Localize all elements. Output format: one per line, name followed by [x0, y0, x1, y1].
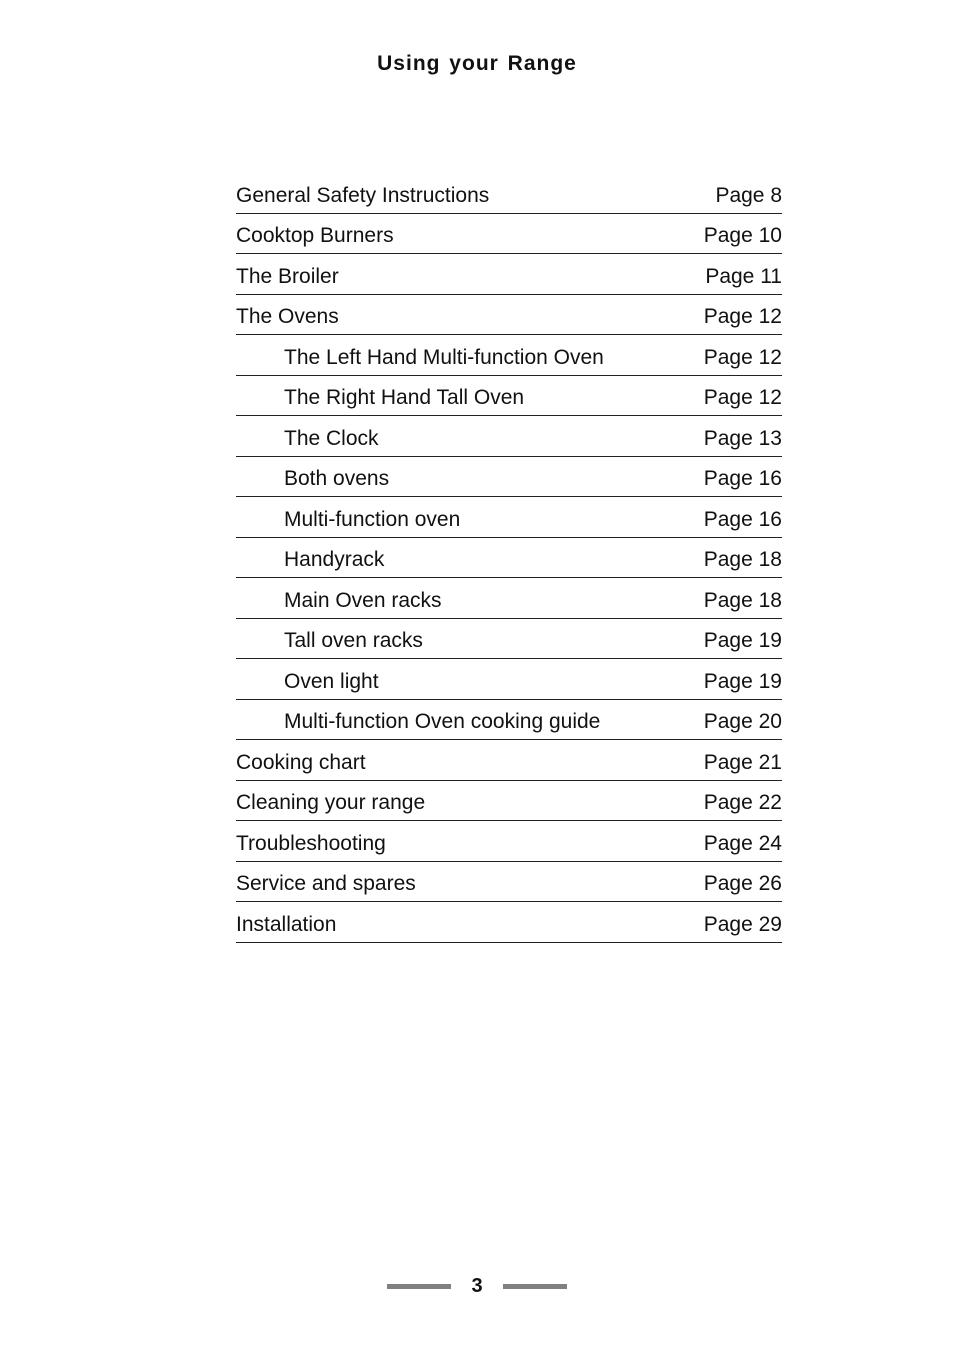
toc-entry-page: Page 13 — [703, 426, 782, 450]
toc-entry — [236, 417, 782, 457]
footer-right-bar — [503, 1284, 567, 1289]
toc-entry-page: Page 19 — [703, 669, 782, 693]
toc-entry — [236, 782, 782, 822]
toc-entry-label: Tall oven racks — [284, 629, 423, 652]
toc-entry — [236, 579, 782, 619]
toc-entry-page: Page 16 — [703, 507, 782, 531]
toc-entry-page: Page 24 — [703, 831, 782, 855]
table-of-contents — [236, 174, 782, 944]
toc-entry — [236, 215, 782, 255]
toc-entry — [236, 174, 782, 214]
toc-entry-page: Page 29 — [703, 912, 782, 936]
toc-entry — [236, 458, 782, 498]
toc-entry-label: The Broiler — [236, 264, 339, 288]
toc-entry-page: Page 18 — [703, 548, 782, 571]
toc-entry-page: Page 20 — [703, 710, 782, 733]
toc-entry — [236, 336, 782, 376]
toc-entry-page: Page 12 — [703, 305, 782, 328]
toc-entry — [236, 539, 782, 579]
page-title: Using your Range — [377, 52, 577, 75]
footer-left-bar — [387, 1284, 451, 1289]
toc-entry-label: Handyrack — [284, 548, 385, 571]
toc-entry-page: Page 11 — [705, 264, 782, 288]
toc-entry-label: The Clock — [284, 426, 379, 450]
toc-entry — [236, 741, 782, 781]
toc-entry — [236, 377, 782, 417]
toc-entry-label: Cooking chart — [236, 750, 366, 774]
toc-entry — [236, 498, 782, 538]
toc-entry-label: Service and spares — [236, 872, 416, 895]
toc-entry-page: Page 8 — [715, 183, 782, 207]
toc-entry-page: Page 19 — [703, 629, 782, 652]
toc-entry-label: Oven light — [284, 669, 379, 693]
toc-entry-page: Page 10 — [703, 224, 782, 247]
toc-entry-label: Installation — [236, 912, 337, 936]
toc-entry-label: The Left Hand Multi-function Oven — [284, 345, 604, 369]
toc-entry-page: Page 26 — [703, 872, 782, 895]
toc-entry-page: Page 16 — [703, 467, 782, 490]
toc-entry-label: Main Oven racks — [284, 588, 442, 612]
toc-entry-label: General Safety Instructions — [236, 183, 490, 207]
page-number: 3 — [471, 1275, 483, 1297]
toc-entry — [236, 255, 782, 295]
toc-entry-label: Cooktop Burners — [236, 224, 394, 247]
toc-entry-label: The Ovens — [236, 305, 339, 328]
toc-entry — [236, 863, 782, 903]
toc-entry — [236, 620, 782, 660]
toc-entry-page: Page 12 — [703, 345, 782, 369]
toc-entry-label: Troubleshooting — [236, 831, 386, 855]
toc-entry-label: The Right Hand Tall Oven — [284, 386, 525, 409]
toc-entry — [236, 701, 782, 741]
toc-entry-label: Multi-function Oven cooking guide — [284, 710, 601, 733]
toc-entry-page: Page 22 — [703, 791, 782, 814]
toc-entry-page: Page 18 — [703, 588, 782, 612]
toc-entry-page: Page 21 — [703, 750, 782, 774]
toc-entry — [236, 822, 782, 862]
toc-entry-label: Multi-function oven — [284, 507, 461, 531]
toc-entry — [236, 903, 782, 943]
toc-entry — [236, 660, 782, 700]
toc-entry-label: Cleaning your range — [236, 791, 426, 814]
toc-entry — [236, 296, 782, 336]
toc-entry-page: Page 12 — [703, 386, 782, 409]
page-footer — [0, 1272, 954, 1300]
toc-entry-label: Both ovens — [284, 467, 390, 490]
